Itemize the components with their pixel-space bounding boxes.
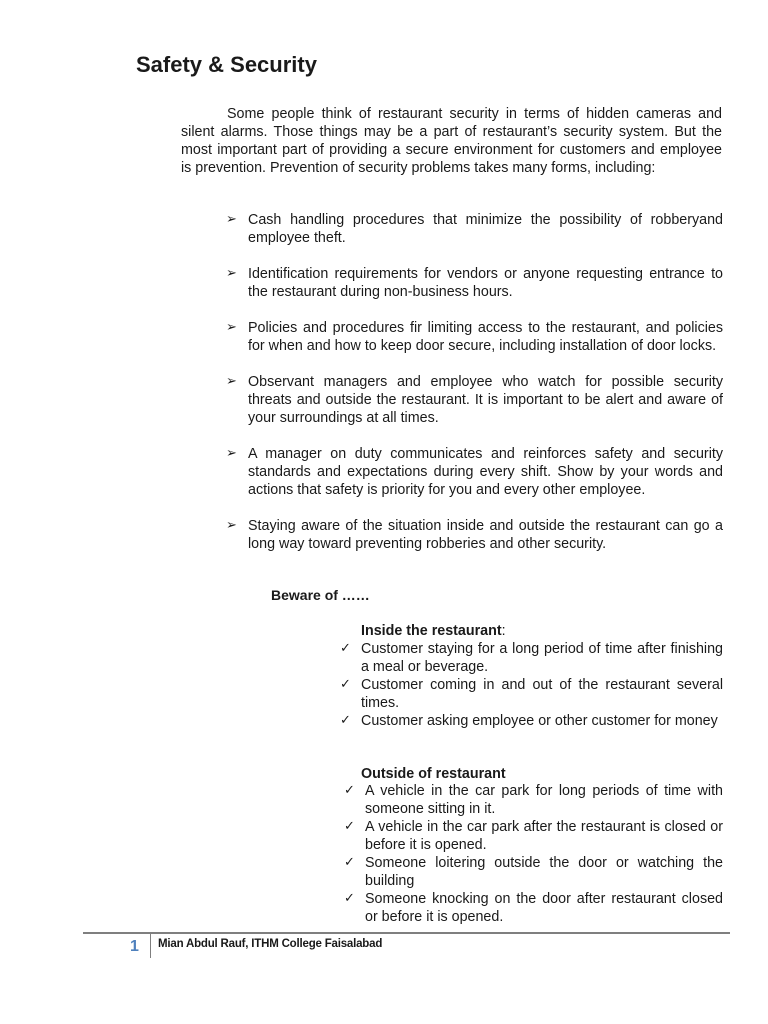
inside-heading-text: Inside the restaurant xyxy=(361,623,502,639)
footer-separator xyxy=(150,934,151,958)
outside-heading xyxy=(361,765,506,783)
checklist-item-text: A vehicle in the car park for long periods of time with someone sitting in it. xyxy=(365,783,723,817)
checkmark-icon: ✓ xyxy=(344,855,355,870)
checkmark-icon: ✓ xyxy=(344,783,355,798)
list-item xyxy=(226,373,723,427)
list-item-text: Observant managers and employee who watch for possible security threats and outside the restaurant. It is important to be alert and aware of your surroundings at all times. xyxy=(248,374,723,426)
list-item-text: Cash handling procedures that minimize the possibility of robberyand employee theft. xyxy=(248,212,723,246)
prevention-list xyxy=(226,211,723,571)
arrow-bullet-icon: ➢ xyxy=(226,266,237,281)
list-item-text: Staying aware of the situation inside and outside the restaurant can go a long way toward preventing robberies and other security. xyxy=(248,518,723,552)
checkmark-icon: ✓ xyxy=(344,819,355,834)
checklist-item xyxy=(340,640,723,676)
checklist-item xyxy=(340,676,723,712)
inside-checklist xyxy=(340,640,723,730)
checklist-item-text: Someone knocking on the door after restaurant closed or before it is opened. xyxy=(365,891,723,925)
outside-checklist xyxy=(344,782,723,926)
inside-heading xyxy=(361,622,506,640)
list-item-text: A manager on duty communicates and reinforces safety and security standards and expectations during every shift. Show by your words and actions that safety is priority for you and every other employee. xyxy=(248,446,723,498)
arrow-bullet-icon: ➢ xyxy=(226,320,237,335)
list-item xyxy=(226,319,723,355)
list-item-text: Policies and procedures fir limiting access to the restaurant, and policies for when and how to keep door secure, including installation of door locks. xyxy=(248,320,723,354)
list-item xyxy=(226,445,723,499)
beware-heading: Beware of …… xyxy=(271,587,370,603)
checkmark-icon: ✓ xyxy=(340,677,351,692)
page-title: Safety & Security xyxy=(136,52,317,77)
checklist-item xyxy=(344,782,723,818)
arrow-bullet-icon: ➢ xyxy=(226,212,237,227)
checkmark-icon: ✓ xyxy=(340,641,351,656)
checklist-item-text: Customer staying for a long period of time after finishing a meal or beverage. xyxy=(361,641,723,675)
checklist-item-text: A vehicle in the car park after the restaurant is closed or before it is opened. xyxy=(365,819,723,853)
checklist-item xyxy=(344,854,723,890)
checklist-item-text: Customer coming in and out of the restaurant several times. xyxy=(361,677,723,711)
intro-paragraph xyxy=(181,105,722,177)
footer-author: Mian Abdul Rauf, ITHM College Faisalabad xyxy=(158,938,383,950)
checklist-item xyxy=(344,818,723,854)
list-item xyxy=(226,517,723,553)
arrow-bullet-icon: ➢ xyxy=(226,446,237,461)
footer-divider xyxy=(83,932,730,934)
list-item-text: Identification requirements for vendors or anyone requesting entrance to the restaurant during non-business hours. xyxy=(248,266,723,300)
inside-heading-suffix: : xyxy=(501,623,506,639)
checklist-item xyxy=(344,890,723,926)
intro-text: Some people think of restaurant security in terms of hidden cameras and silent alarms. Those things may be a part of restaurant’s security system. But the most important part of providing a secure environment for customers and employee is prevention. Prevention of security problems takes many forms, including: xyxy=(181,106,722,176)
checklist-item xyxy=(340,712,723,730)
list-item xyxy=(226,265,723,301)
page-number: 1 xyxy=(130,938,139,955)
list-item xyxy=(226,211,723,247)
outside-heading-text: Outside of restaurant xyxy=(361,766,506,782)
checklist-item-text: Someone loitering outside the door or watching the building xyxy=(365,855,723,889)
arrow-bullet-icon: ➢ xyxy=(226,374,237,389)
arrow-bullet-icon: ➢ xyxy=(226,518,237,533)
checklist-item-text: Customer asking employee or other customer for money xyxy=(361,713,718,729)
checkmark-icon: ✓ xyxy=(344,891,355,906)
checkmark-icon: ✓ xyxy=(340,713,351,728)
